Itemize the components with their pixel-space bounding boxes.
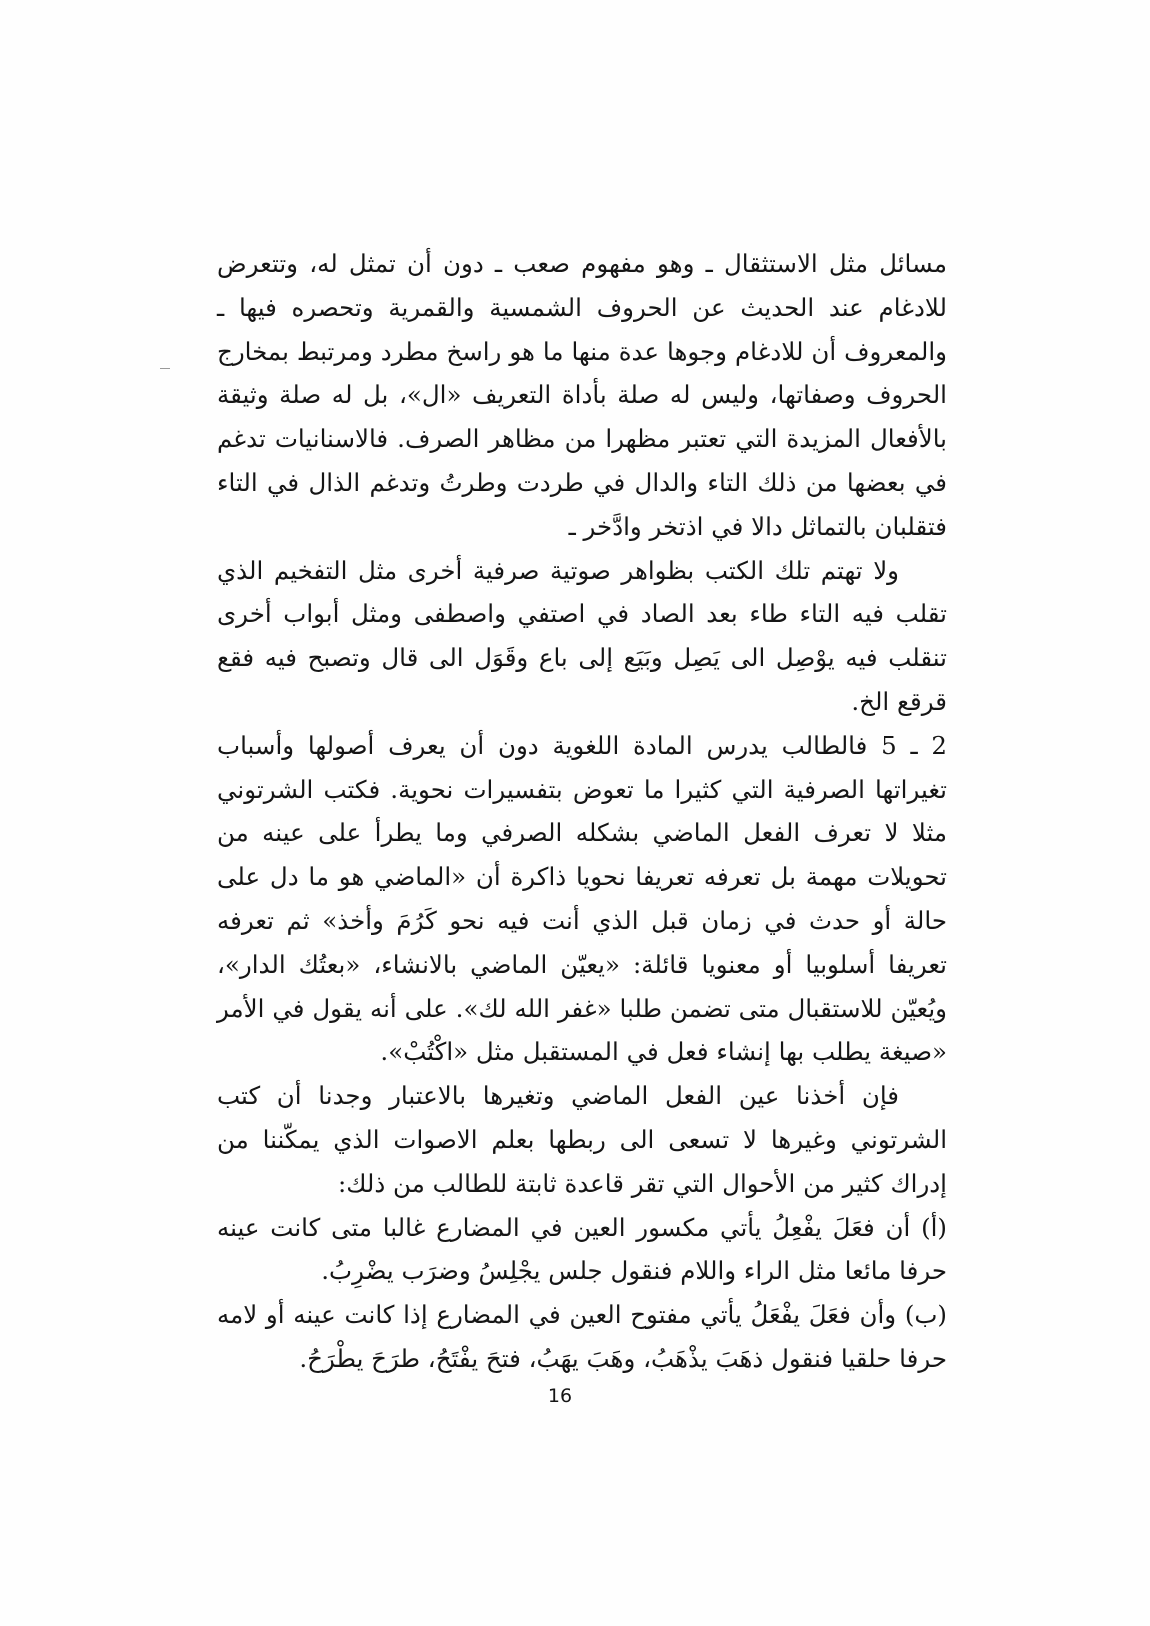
margin-mark xyxy=(160,368,170,369)
paragraph-1: مسائل مثل الاستثقال ـ وهو مفهوم صعب ـ دون أن تمثل له، وتتعرض للادغام عند الحديث عن الحروف الشمسية والقمرية وتحصره فيها ـ والمعروف أن للادغام وجوها عدة منها ما هو راسخ مطرد ومرتبط بمخارج الحروف وصفاتها، وليس له صلة بأداة التعريف «ال»، بل له صلة وثيقة بالأفعال المزيدة التي تعتبر مظهرا من مظاهر الصرف. فالاسنانيات تدغم في بعضها من ذلك التاء والدال في طردت وطرتُ وتدغم الذال في التاء فتقلبان بالتماثل دالا في اذتخر وادَّخر ـ xyxy=(217,249,947,541)
paragraph-6: (ب) وأن فعَلَ يفْعَلُ يأتي مفتوح العين في المضارع إذا كانت عينه أو لامه حرفا حلقيا فنقول ذهَبَ يذْهَبُ، وهَبَ يهَبُ، فتحَ يفْتَحُ، طرَحَ يطْرَحُ. xyxy=(217,1300,947,1373)
paragraph-5: (أ) أن فعَلَ يفْعِلُ يأتي مكسور العين في المضارع غالبا متى كانت عينه حرفا مائعا مثل الراء واللام فنقول جلس يجْلِسُ وضرَب يضْرِبُ. xyxy=(217,1212,947,1286)
paragraph-3: 2 ـ 5 فالطالب يدرس المادة اللغوية دون أن يعرف أصولها وأسباب تغيراتها الصرفية التي كثيرا ما تعوض بتفسيرات نحوية. فكتب الشرتوني مثلا لا تعرف الفعل الماضي بشكله الصرفي وما يطرأ على عينه من تحويلات مهمة بل تعرفه تعريفا نحويا ذاكرة أن «الماضي هو ما دل على حالة أو حدث في زمان قبل الذي أنت فيه نحو كَرُمَ وأخذ» ثم تعرفه تعريفا أسلوبيا أو معنويا قائلة: «يعيّن الماضي بالانشاء، «بعتُك الدار»، ويُعيّن للاستقبال متى تضمن طلبا «غفر الله لك». على أنه يقول في الأمر «صيغة يطلب بها إنشاء فعل في المستقبل مثل «اكْتُبْ». xyxy=(217,730,947,1067)
paragraph-4: فإن أخذنا عين الفعل الماضي وتغيرها بالاعتبار وجدنا أن كتب الشرتوني وغيرها لا تسعى الى ربطها بعلم الاصوات الذي يمكّننا من إدراك كثير من الأحوال التي تقر قاعدة ثابتة للطالب من ذلك: xyxy=(217,1081,947,1198)
page-number: 16 xyxy=(547,1385,573,1407)
paragraph-2: ولا تهتم تلك الكتب بظواهر صوتية صرفية أخرى مثل التفخيم الذي تقلب فيه التاء طاء بعد الصاد في اصتفي واصطفى ومثل أبواب أخرى تنقلب فيه يوْصِل الى يَصِل وبَيَع إلى باع وقَوَل الى قال وتصبح فيه فقع قرقع الخ. xyxy=(217,555,947,716)
body-text xyxy=(217,242,947,1381)
